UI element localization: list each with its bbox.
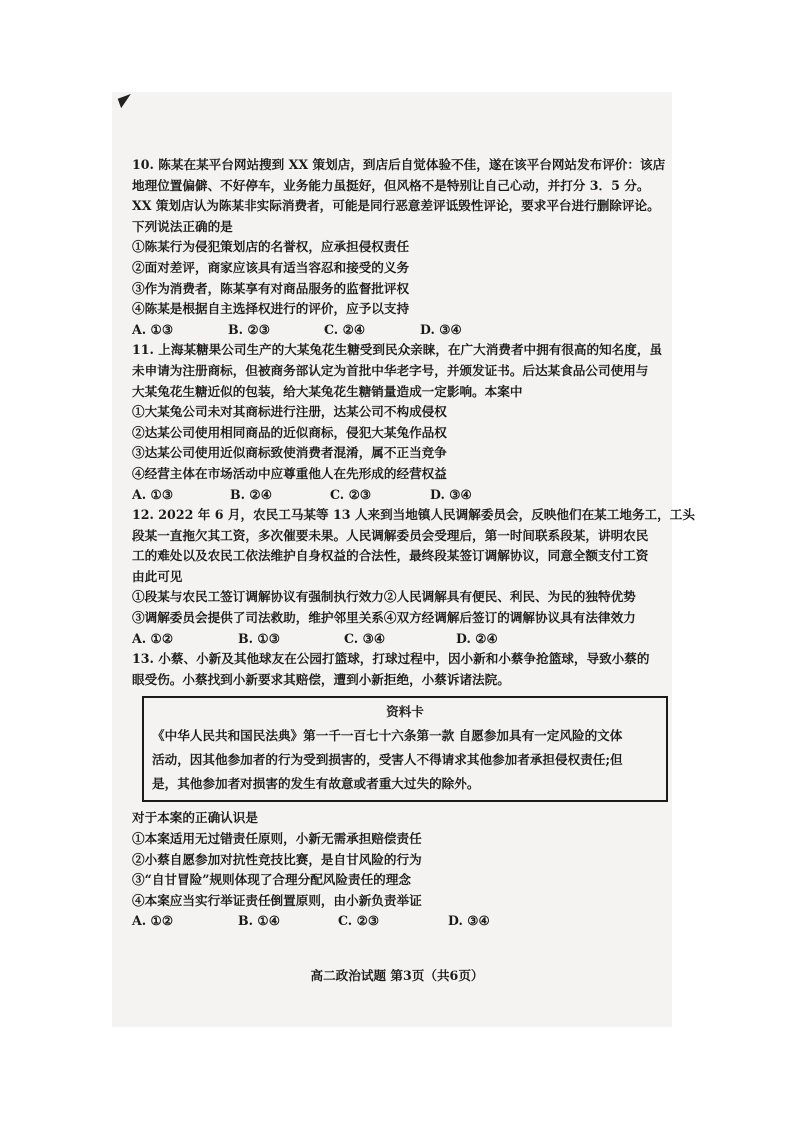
question-11 [132,340,672,505]
q10-choices [132,320,672,341]
info-card-line: 《中华人民共和国民法典》第一千一百七十六条第一款 自愿参加具有一定风险的文体 [152,728,623,744]
q12-option: ③调解委员会提供了司法救助，维护邻里关系④双方经调解后签订的调解协议具有法律效力 [132,610,636,626]
q12-choice-b: B. ①③ [238,630,280,646]
q12-line: 12. 2022 年 6 月，农民工马某等 13 人来到当地镇人民调解委员会，反映他们在某工地务工，工头 [132,507,695,523]
info-card [142,696,668,802]
q11-choice-d: D. ③④ [430,486,472,502]
q12-choice-a: A. ①② [132,630,174,646]
q10-line: 地理位置偏僻、不好停车，业务能力虽挺好，但风格不是特别让自己心动，并打分 3．5 分。 [132,177,650,193]
q11-choice-c: C. ②③ [330,486,372,502]
q12-line: 段某一直拖欠其工资，多次催要未果。人民调解委员会受理后，第一时间联系段某，讲明农民 [132,527,649,543]
q10-choice-a: A. ①③ [132,321,174,337]
q12-choice-c: C. ③④ [344,630,386,646]
question-10 [132,155,672,340]
q10-choice-b: B. ②③ [228,321,270,337]
question-13 [132,649,672,932]
info-card-line: 是，其他参加者对损害的发生有故意或者重大过失的除外。 [152,776,480,792]
q13-choice-a: A. ①② [132,913,174,929]
q11-option: ④经营主体在市场活动中应尊重他人在先形成的经营权益 [132,465,447,481]
q10-line: 下列说法正确的是 [132,218,233,234]
q10-line: XX 策划店认为陈某非实际消费者，可能是同行恶意差评诋毁性评论，要求平台进行删除评论。 [132,198,660,214]
q10-option: ④陈某是根据自主选择权进行的评价，应予以支持 [132,301,410,317]
q10-option: ③作为消费者，陈某享有对商品服务的监督批评权 [132,280,410,296]
q11-choice-b: B. ②④ [230,486,272,502]
q10-choice-c: C. ②④ [324,321,366,337]
q13-choices [132,911,672,932]
q13-line: 眼受伤。小蔡找到小新要求其赔偿，遭到小新拒绝，小蔡诉诸法院。 [132,671,510,687]
q10-option: ②面对差评，商家应该具有适当容忍和接受的义务 [132,259,410,275]
question-12 [132,505,695,649]
info-card-title: 资料卡 [386,704,424,720]
q11-line: 11. 上海某糖果公司生产的大某兔花生糖受到民众亲睐，在广大消费者中拥有很高的知名度，虽 [132,342,663,358]
q13-choice-d: D. ③④ [448,913,490,929]
q10-line: 10. 陈某在某平台网站搜到 XX 策划店，到店后自觉体验不佳，遂在该平台网站发布评价：该店 [132,157,666,172]
q11-option: ②达某公司使用相同商品的近似商标，侵犯大某兔作品权 [132,424,447,440]
q13-option: ③“自甘冒险”规则体现了合理分配风险责任的理念 [132,872,411,888]
q13-choice-c: C. ②③ [338,913,380,929]
q13-option: ④本案应当实行举证责任倒置原则，由小新负责举证 [132,892,422,908]
info-card-line: 活动，因其他参加者的行为受到损害的，受害人不得请求其他参加者承担侵权责任;但 [152,752,623,768]
q11-choices [132,485,672,506]
q11-line: 未申请为注册商标，但被商务部认定为首批中华老字号，并颁发证书。后达某食品公司使用与 [132,362,649,378]
q12-choices [132,629,672,650]
q12-choice-d: D. ②④ [456,630,498,646]
q13-choice-b: B. ①④ [238,913,280,929]
question-content [132,155,695,932]
page-footer: 高二政治试题 第3页（共6页） [310,968,484,983]
q12-line: 由此可见 [132,568,183,584]
q13-stem: 对于本案的正确认识是 [132,810,258,826]
q10-choice-d: D. ③④ [420,321,462,337]
q12-option: ①段某与农民工签订调解协议有强制执行效力②人民调解具有便民、利民、为民的独特优势 [132,589,636,605]
q13-option: ②小蔡自愿参加对抗性竞技比赛，是自甘风险的行为 [132,851,422,867]
q12-line: 工的难处以及农民工依法维护自身权益的合法性，最终段某签订调解协议，同意全额支付工资 [132,548,649,564]
q13-line: 13. 小蔡、小新及其他球友在公园打篮球，打球过程中，因小新和小蔡争抢篮球，导致小蔡的 [132,651,650,667]
q13-option: ①本案适用无过错责任原则，小新无需承担赔偿责任 [132,831,422,847]
q11-choice-a: A. ①③ [132,486,174,502]
q10-option: ①陈某行为侵犯策划店的名誉权，应承担侵权责任 [132,239,410,255]
q11-option: ①大某兔公司未对其商标进行注册，达某公司不构成侵权 [132,404,447,420]
q11-option: ③达某公司使用近似商标致使消费者混淆，属不正当竞争 [132,445,447,461]
q11-line: 大某兔花生糖近似的包装，给大某兔花生糖销量造成一定影响。本案中 [132,383,523,399]
